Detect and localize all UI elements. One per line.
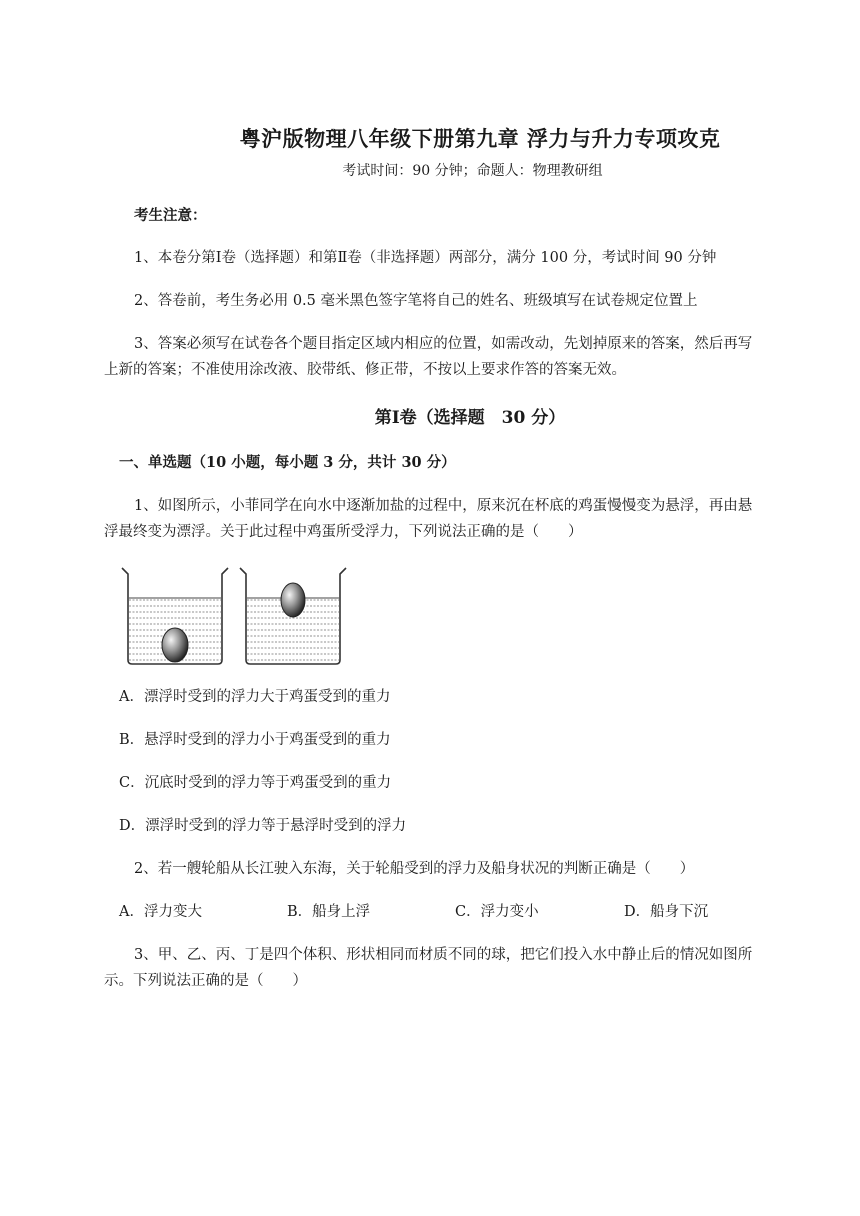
beaker-right xyxy=(240,568,346,664)
part-heading: 一、单选题（10 小题，每小题 3 分，共计 30 分） xyxy=(119,454,456,471)
q3-stem-line-2: 示。下列说法正确的是（ ） xyxy=(104,973,307,989)
q2-option-b[interactable]: B．船身上浮 xyxy=(287,904,371,920)
q1-option-a[interactable]: A．漂浮时受到的浮力大于鸡蛋受到的重力 xyxy=(119,689,391,705)
q2-option-a[interactable]: A．浮力变大 xyxy=(119,904,202,920)
q1-option-b[interactable]: B．悬浮时受到的浮力小于鸡蛋受到的重力 xyxy=(119,732,391,748)
q1-stem-line-1: 1、如图所示，小菲同学在向水中逐渐加盐的过程中，原来沉在杯底的鸡蛋慢慢变为悬浮，再由悬 xyxy=(134,498,753,514)
q1-beaker-figure xyxy=(118,560,350,670)
q1-option-c[interactable]: C．沉底时受到的浮力等于鸡蛋受到的重力 xyxy=(119,775,392,791)
q2-stem: 2、若一艘轮船从长江驶入东海，关于轮船受到的浮力及船身状况的判断正确是（ ） xyxy=(134,861,695,877)
exam-info: 考试时间：90 分钟；命题人：物理教研组 xyxy=(342,163,603,179)
q1-option-d[interactable]: D．漂浮时受到的浮力等于悬浮时受到的浮力 xyxy=(119,818,407,834)
section-title: 第Ⅰ卷（选择题 30 分） xyxy=(374,408,566,428)
q3-stem-line-1: 3、甲、乙、丙、丁是四个体积、形状相同而材质不同的球，把它们投入水中静止后的情况如图所 xyxy=(134,947,753,963)
beaker-left xyxy=(122,568,228,664)
q1-stem-line-2: 浮最终变为漂浮。关于此过程中鸡蛋所受浮力，下列说法正确的是（ ） xyxy=(104,524,583,540)
egg-floating xyxy=(281,583,305,617)
q2-option-c[interactable]: C．浮力变小 xyxy=(455,904,539,920)
notice-item-1: 1、本卷分第Ⅰ卷（选择题）和第Ⅱ卷（非选择题）两部分，满分 100 分，考试时间 90 分钟 xyxy=(134,250,717,266)
notice-item-2: 2、答卷前，考生务必用 0.5 毫米黑色签字笔将自己的姓名、班级填写在试卷规定位置上 xyxy=(134,293,698,309)
egg-sunk xyxy=(162,628,188,662)
notice-item-3-line-2: 上新的答案；不准使用涂改液、胶带纸、修正带，不按以上要求作答的答案无效。 xyxy=(104,362,626,378)
page-title: 粤沪版物理八年级下册第九章 浮力与升力专项攻克 xyxy=(239,126,721,151)
notice-item-3-line-1: 3、答案必须写在试卷各个题目指定区域内相应的位置，如需改动，先划掉原来的答案，然后再写 xyxy=(134,336,753,352)
notice-heading: 考生注意： xyxy=(134,207,207,224)
q2-option-d[interactable]: D．船身下沉 xyxy=(624,904,709,920)
